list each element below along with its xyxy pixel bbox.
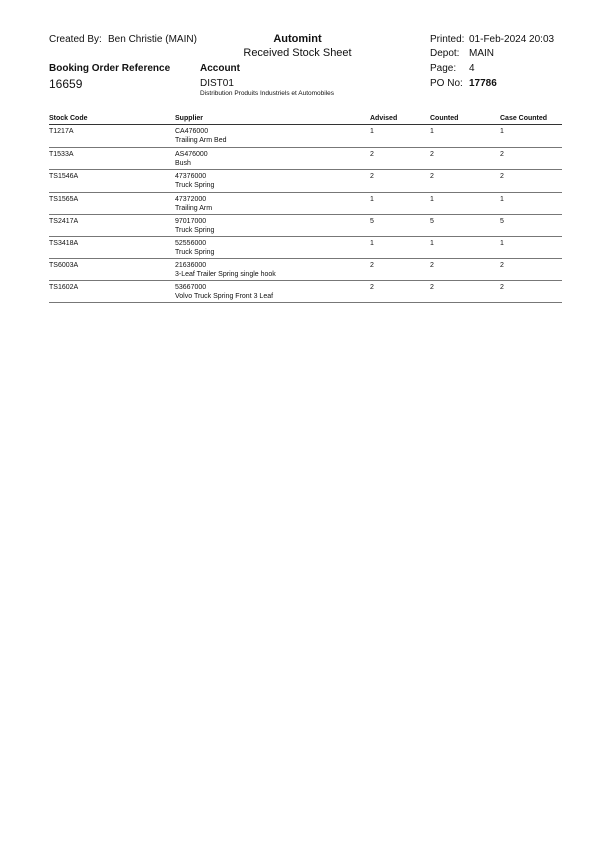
table-row-stock-code: TS1602A: [49, 284, 79, 291]
booking-ref-label: Booking Order Reference: [49, 63, 171, 74]
table-row-supplier-code: 97017000: [175, 218, 207, 225]
table-row-case-counted: 1: [500, 128, 504, 135]
table-row-counted: 2: [430, 151, 434, 158]
table-row-counted: 1: [430, 196, 434, 203]
row-divider: [49, 147, 562, 148]
company-name: Automint: [273, 33, 322, 45]
table-row-counted: 2: [430, 173, 434, 180]
col-advised: Advised: [370, 115, 398, 122]
depot-label: Depot:: [430, 48, 460, 59]
table-row-case-counted: 1: [500, 240, 504, 247]
table-row-advised: 1: [370, 240, 374, 247]
printed-label: Printed:: [430, 34, 465, 45]
printed-value: 01-Feb-2024 20:03: [469, 34, 555, 45]
table-row-description: 3-Leaf Trailer Spring single hook: [175, 271, 276, 278]
table-row-advised: 1: [370, 196, 374, 203]
booking-ref-value: 16659: [49, 77, 83, 91]
row-divider: [49, 236, 562, 237]
table-row-advised: 2: [370, 262, 374, 269]
col-stock-code: Stock Code: [49, 115, 88, 122]
table-row-description: Bush: [175, 160, 191, 167]
col-counted: Counted: [430, 115, 459, 122]
table-row-counted: 2: [430, 284, 434, 291]
header-rule: [49, 124, 562, 125]
table-row-advised: 2: [370, 173, 374, 180]
row-divider: [49, 169, 562, 170]
page-label: Page:: [430, 63, 457, 74]
table-row-advised: 2: [370, 284, 374, 291]
table-row-description: Trailing Arm Bed: [175, 137, 227, 144]
table-row-counted: 2: [430, 262, 434, 269]
table-row-stock-code: TS1565A: [49, 196, 79, 203]
table-row-description: Truck Spring: [175, 249, 215, 256]
table-row-counted: 1: [430, 128, 434, 135]
table-row-supplier-code: 52556000: [175, 240, 207, 247]
row-divider: [49, 258, 562, 259]
table-row-description: Trailing Arm: [175, 205, 213, 212]
table-row-case-counted: 1: [500, 196, 504, 203]
row-divider: [49, 302, 562, 303]
document-title: Received Stock Sheet: [243, 47, 352, 59]
page-value: 4: [469, 63, 475, 74]
table-row-stock-code: TS2417A: [49, 218, 79, 225]
table-row-description: Truck Spring: [175, 227, 215, 234]
row-divider: [49, 214, 562, 215]
table-row-supplier-code: 47376000: [175, 173, 207, 180]
table-row-stock-code: TS3418A: [49, 240, 79, 247]
table-row-stock-code: T1217A: [49, 128, 74, 135]
po-value: 17786: [469, 78, 497, 89]
po-label: PO No:: [430, 78, 463, 89]
table-row-description: Volvo Truck Spring Front 3 Leaf: [175, 293, 274, 300]
table-row-stock-code: T1533A: [49, 151, 74, 158]
table-row-stock-code: TS6003A: [49, 262, 79, 269]
account-code: DIST01: [200, 78, 234, 89]
table-row-supplier-code: 47372000: [175, 196, 207, 203]
created-by-label: Created By:: [49, 34, 102, 45]
table-row-advised: 2: [370, 151, 374, 158]
table-row-counted: 1: [430, 240, 434, 247]
table-row-description: Truck Spring: [175, 182, 215, 189]
table-row-case-counted: 5: [500, 218, 504, 225]
table-row-case-counted: 2: [500, 151, 504, 158]
depot-value: MAIN: [469, 48, 494, 59]
table-row-supplier-code: AS476000: [175, 151, 208, 158]
table-row-case-counted: 2: [500, 173, 504, 180]
table-row-supplier-code: 53667000: [175, 284, 207, 291]
account-name: Distribution Produits Industriels et Automobiles: [200, 90, 335, 97]
table-row-stock-code: TS1546A: [49, 173, 79, 180]
row-divider: [49, 192, 562, 193]
row-divider: [49, 280, 562, 281]
table-row-supplier-code: CA476000: [175, 128, 209, 135]
account-label: Account: [200, 63, 240, 74]
table-row-advised: 5: [370, 218, 374, 225]
table-row-advised: 1: [370, 128, 374, 135]
table-row-case-counted: 2: [500, 284, 504, 291]
col-case-counted: Case Counted: [500, 115, 548, 122]
created-by-value: Ben Christie (MAIN): [108, 34, 197, 45]
table-row-counted: 5: [430, 218, 434, 225]
col-supplier: Supplier: [175, 115, 204, 122]
table-row-supplier-code: 21636000: [175, 262, 207, 269]
table-row-case-counted: 2: [500, 262, 504, 269]
